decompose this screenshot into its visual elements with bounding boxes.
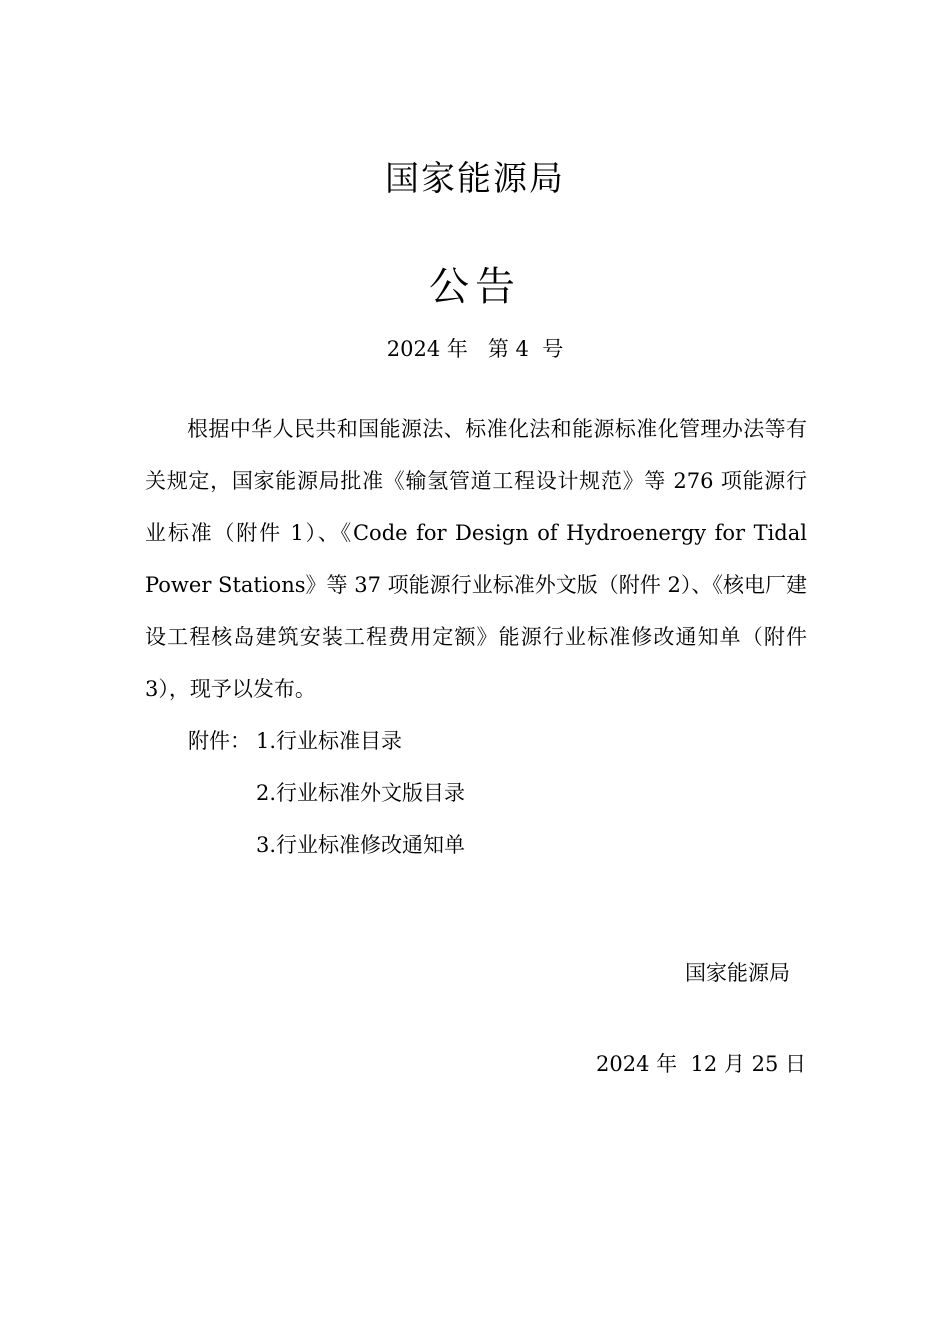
attachment-item-1: 1.行业标准目录 [256,729,403,753]
attachment-row [188,819,808,871]
issuing-organization-title: 国家能源局 [385,159,565,199]
attachments-list [188,715,808,871]
attachments-label: 附件： [188,729,251,753]
announcement-body: 根据中华人民共和国能源法、标准化法和能源标准化管理办法等有关规定，国家能源局批准《输氢管道工程设计规范》等 276 项能源行业标准（附件 1）、《Code for Design of Hydroenergy for Tidal Power Stations》等 37 项能源行业标准外文版（附件 2）、《核电厂建设工程核岛建筑安装工程费用定额》能源行业标准修改通知单（附件 3），现予以发布。 [145,417,807,701]
attachment-row [188,767,808,819]
attachment-item-2: 2.行业标准外文版目录 [256,781,466,805]
attachment-row [188,715,808,767]
document-number: 2024 年 第 4 号 [386,337,564,361]
signature-organization: 国家能源局 [685,961,790,985]
attachment-item-3: 3.行业标准修改通知单 [256,833,466,857]
document-type-heading: 公告 [429,264,521,310]
signature-date: 2024 年 12 月 25 日 [596,1052,806,1076]
